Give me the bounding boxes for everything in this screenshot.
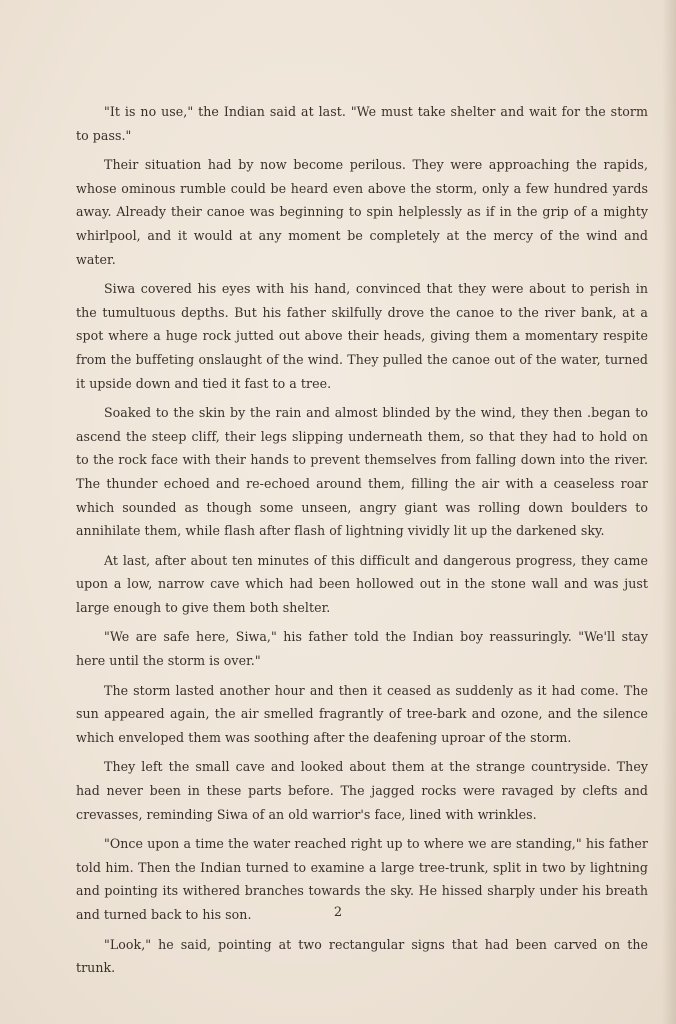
- paragraph: They left the small cave and looked about them at the strange countryside. They had never been in these parts before. The jagged rocks were ravaged by clefts and crevasses, reminding Siwa of an old warrior's face, lined with wrinkles.: [76, 759, 648, 822]
- page-number: 2: [333, 905, 343, 920]
- paragraph: "Look," he said, pointing at two rectangular signs that had been carved on the trunk.: [76, 936, 648, 976]
- paragraph: At last, after about ten minutes of this difficult and dangerous progress, they came upon a low, narrow cave which had been hollowed out in the stone wall and was just large enough to give them both shelter.: [76, 552, 648, 615]
- paragraph: "It is no use," the Indian said at last. "We must take shelter and wait for the storm to pass.": [76, 104, 648, 143]
- paragraph: Siwa covered his eyes with his hand, convinced that they were about to perish in the tumultuous depths. But his father skilfully drove the canoe to the river bank, at a spot where a huge rock jutted out above their heads, giving them a momentary respite from the buffeting onslaught of the wind. They pulled the canoe out of the water, turned it upside down and tied it fast to a tree.: [76, 281, 648, 391]
- paragraph: "We are safe here, Siwa," his father told the Indian boy reassuringly. "We'll stay here until the storm is over.": [76, 629, 648, 669]
- page-edge-shadow: [662, 0, 676, 1024]
- paragraph: Their situation had by now become perilous. They were approaching the rapids, whose ominous rumble could be heard even above the storm, only a few hundred yards away. Already their canoe was beginning to spin helplessly as if in the grip of a mighty whirlpool, and it would at any moment be completely at the mercy of the wind and water.: [76, 157, 648, 267]
- paragraph: Soaked to the skin by the rain and almost blinded by the wind, they then .began to ascend the steep cliff, their legs slipping underneath them, so that they had to hold on to the rock face with their hands to prevent themselves from falling down into the river. The thunder echoed and re-echoed around them, filling the air with a ceaseless roar which sounded as though some unseen, angry giant was rolling down boulders to annihilate them, while flash after flash of lightning vividly lit up the darkened sky.: [76, 405, 648, 539]
- paragraph: "Once upon a time the water reached right up to where we are standing," his father told him. Then the Indian turned to examine a large tree-trunk, split in two by lightning and pointing its withered branches towards the sky. He hissed sharply under his breath and turned back to his son.: [76, 836, 648, 922]
- body-text: [76, 100, 648, 986]
- paragraph: The storm lasted another hour and then it ceased as suddenly as it had come. The sun appeared again, the air smelled fragrantly of tree-bark and ozone, and the silence which enveloped them was soothing after the deafening uproar of the storm.: [76, 682, 648, 745]
